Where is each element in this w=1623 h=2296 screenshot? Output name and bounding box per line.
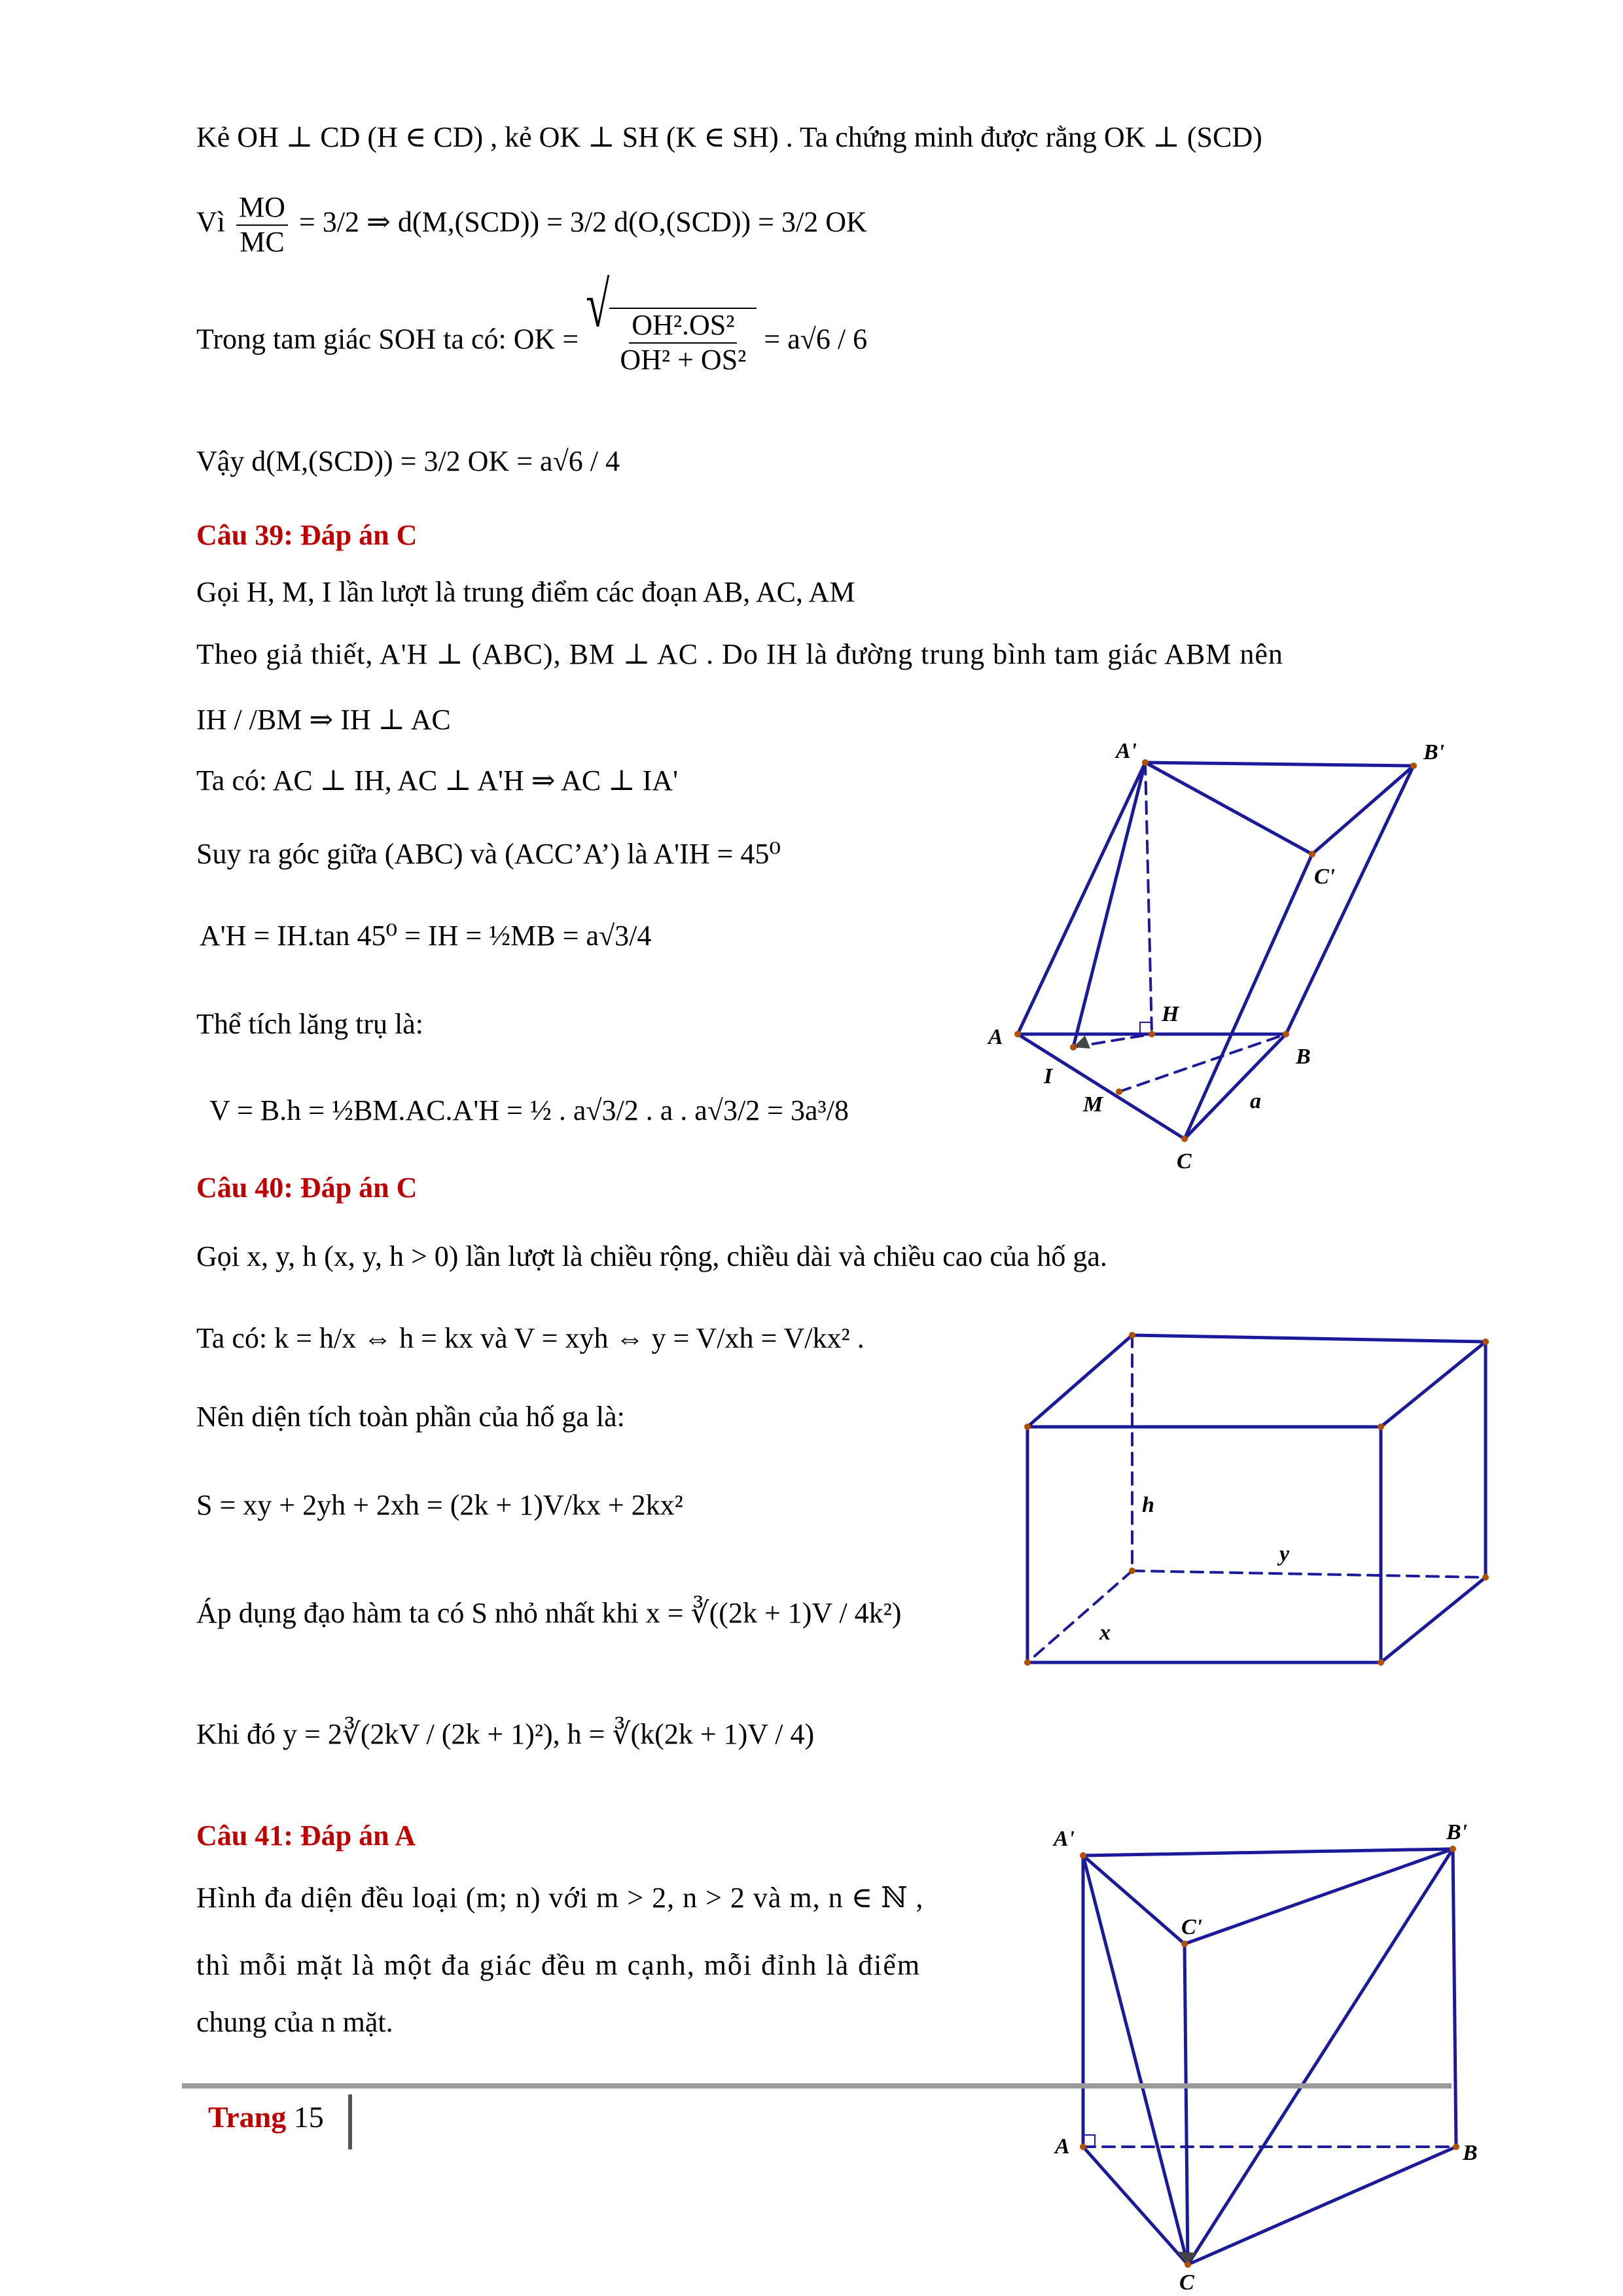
formula-line: V = B.h = ½BM.AC.A'H = ½ . a√3/2 . a . a√3/2 = 3a³/8 bbox=[209, 1094, 849, 1126]
edge-hidden bbox=[1132, 1571, 1486, 1577]
question-39-title: Câu 39: Đáp án C bbox=[196, 519, 418, 551]
edge bbox=[1185, 1944, 1188, 2265]
label-m: M bbox=[1083, 1092, 1103, 1117]
sqrt-expression: √ $\frac{\text{OH².OS²}}{\text{OH² + OS²}}$ bbox=[586, 308, 757, 376]
formula-line: Khi đó y = 2∛(2kV / (2k + 1)²), h = ∛(k(2k + 1)V / 4) bbox=[196, 1718, 815, 1750]
label-a-length: a bbox=[1250, 1089, 1261, 1113]
formula-line bbox=[196, 191, 867, 259]
formula-line: Ta có: k = h/x ⇔ h = kx và V = xyh ⇔ y = V/xh = V/kx² . bbox=[196, 1322, 865, 1354]
edge bbox=[1185, 854, 1312, 1139]
text-line: Hình đa diện đều loại (m; n) với m > 2, n > 2 và m, n ∈ ℕ , bbox=[196, 1882, 924, 1914]
label-b: B bbox=[1463, 2141, 1478, 2165]
figure-prism-41 bbox=[1041, 1820, 1499, 2295]
edge bbox=[1312, 766, 1414, 854]
edge bbox=[1188, 2147, 1456, 2265]
text-line: Ta có: AC ⊥ IH, AC ⊥ A'H ⇒ AC ⊥ IA' bbox=[196, 764, 679, 797]
label-h: H bbox=[1162, 1002, 1179, 1026]
label-y: y bbox=[1279, 1542, 1290, 1566]
edge bbox=[1018, 1034, 1185, 1139]
edge bbox=[1453, 1849, 1456, 2147]
label-x: x bbox=[1099, 1621, 1111, 1645]
page-footer bbox=[208, 2100, 324, 2134]
formula-line bbox=[196, 269, 868, 376]
edge bbox=[1188, 1849, 1453, 2265]
text-line: chung của n mặt. bbox=[196, 2006, 393, 2038]
label-c: C bbox=[1177, 1149, 1192, 1174]
edge bbox=[1145, 762, 1312, 854]
label-b: B bbox=[1296, 1045, 1311, 1069]
edge bbox=[1286, 766, 1414, 1034]
label-a-prime: A' bbox=[1116, 739, 1137, 763]
text-line: Suy ra góc giữa (ABC) và (ACC’A’) là A'IH = 45⁰ bbox=[196, 838, 781, 870]
formula-prefix: Trong tam giác SOH ta có: OK = bbox=[196, 323, 579, 355]
formula-line: S = xy + 2yh + 2xh = (2k + 1)V/kx + 2kx² bbox=[196, 1489, 683, 1521]
edge bbox=[1027, 1335, 1132, 1427]
label-a: A bbox=[988, 1025, 1003, 1049]
edge bbox=[1381, 1577, 1486, 1662]
edge bbox=[1381, 1342, 1486, 1427]
page-number: 15 bbox=[293, 2100, 324, 2134]
edge bbox=[1083, 1849, 1453, 1856]
edge bbox=[1073, 762, 1145, 1047]
footer-divider bbox=[348, 2094, 352, 2149]
question-40-title: Câu 40: Đáp án C bbox=[196, 1172, 418, 1204]
edge bbox=[1083, 1856, 1185, 1944]
edge bbox=[1145, 762, 1414, 766]
formula-prefix: Vậy d(M,(SCD)) = 3/2 OK = bbox=[196, 445, 533, 477]
text-vi: Vì bbox=[196, 206, 225, 238]
text-line: Nên diện tích toàn phần của hố ga là: bbox=[196, 1401, 625, 1433]
formula-result: a√6 / 4 bbox=[540, 445, 620, 477]
text-line: IH / /BM ⇒ IH ⊥ AC bbox=[196, 704, 451, 736]
formula-result: = a√6 / 6 bbox=[764, 323, 868, 355]
footer-rule bbox=[182, 2083, 1452, 2089]
edge-hidden bbox=[1027, 1571, 1132, 1662]
edge bbox=[1185, 1034, 1286, 1139]
text-line: Kẻ OH ⊥ CD (H ∈ CD) , kẻ OK ⊥ SH (K ∈ SH) . Ta chứng minh được rằng OK ⊥ (SCD) bbox=[196, 121, 1262, 153]
text-line: thì mỗi mặt là một đa giác đều m cạnh, mỗi đỉnh là điểm bbox=[196, 1949, 921, 1981]
edge-hidden bbox=[1145, 762, 1152, 1034]
label-h: h bbox=[1142, 1493, 1154, 1517]
question-41-title: Câu 41: Đáp án A bbox=[196, 1820, 416, 1852]
label-b-prime: B' bbox=[1446, 1820, 1468, 1844]
formula-line: A'H = IH.tan 45⁰ = IH = ½MB = a√3/4 bbox=[200, 920, 652, 952]
footer-label: Trang bbox=[208, 2100, 287, 2134]
label-c-prime: C' bbox=[1181, 1915, 1203, 1939]
figure-prism-39 bbox=[969, 733, 1466, 1178]
text-line: Gọi x, y, h (x, y, h > 0) lần lượt là chiều rộng, chiều dài và chiều cao của hố ga. bbox=[196, 1240, 1107, 1272]
edge-hidden bbox=[1119, 1034, 1286, 1092]
fraction-mo-mc: $\frac{MO}{MC}$ bbox=[236, 191, 288, 259]
label-a: A bbox=[1055, 2134, 1070, 2159]
text-line: Gọi H, M, I lần lượt là trung điểm các đoạn AB, AC, AM bbox=[196, 576, 855, 608]
label-c-prime: C' bbox=[1314, 865, 1336, 889]
text-line: Thể tích lăng trụ là: bbox=[196, 1008, 423, 1040]
figure-box-40 bbox=[1008, 1322, 1505, 1689]
formula-rest: = 3/2 ⇒ d(M,(SCD)) = 3/2 d(O,(SCD)) = 3/2 OK bbox=[298, 206, 867, 238]
label-b-prime: B' bbox=[1423, 740, 1445, 764]
edge bbox=[1018, 762, 1145, 1034]
formula-line bbox=[196, 445, 620, 478]
label-i: I bbox=[1044, 1064, 1053, 1088]
text-line: Theo giả thiết, A'H ⊥ (ABC), BM ⊥ AC . Do IH là đường trung bình tam giác ABM nên bbox=[196, 638, 1283, 670]
edge bbox=[1185, 1849, 1453, 1944]
formula-line: Áp dụng đạo hàm ta có S nhỏ nhất khi x = ∛((2k + 1)V / 4k²) bbox=[196, 1597, 902, 1629]
label-a-prime: A' bbox=[1054, 1827, 1075, 1851]
edge bbox=[1132, 1335, 1486, 1342]
label-c: C bbox=[1179, 2270, 1194, 2295]
